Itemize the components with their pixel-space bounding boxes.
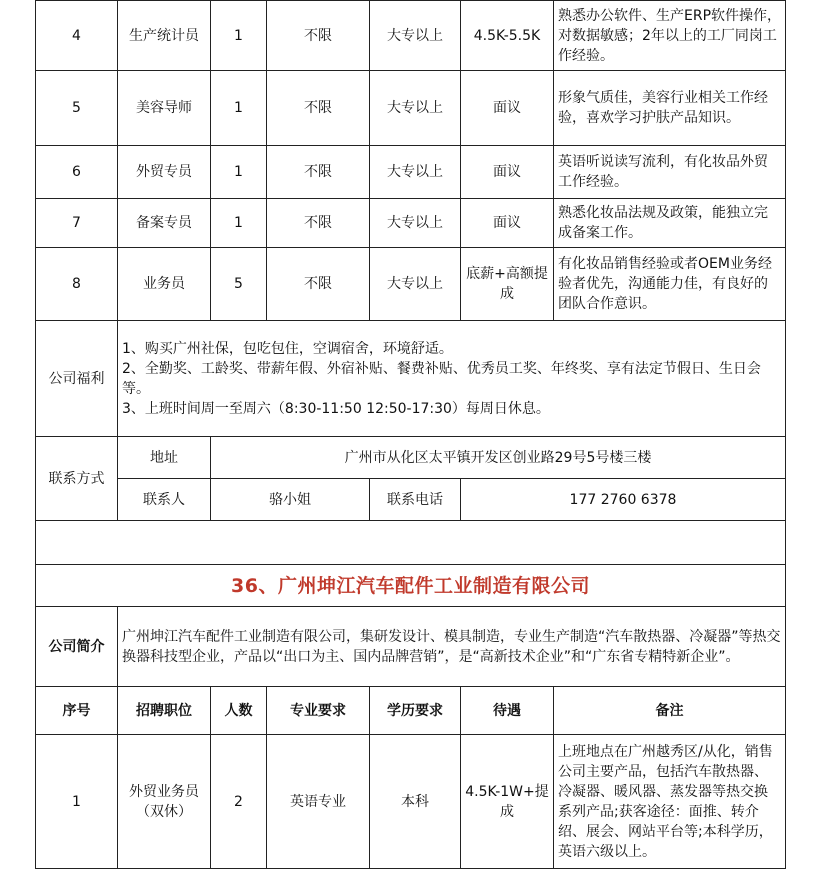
job-major: 不限 <box>267 199 370 248</box>
job-position: 生产统计员 <box>118 1 211 71</box>
welfare-row <box>36 321 786 437</box>
job-edu: 大专以上 <box>370 146 461 199</box>
job-edu: 大专以上 <box>370 1 461 71</box>
job-salary: 面议 <box>461 146 554 199</box>
job-count: 1 <box>211 1 267 71</box>
header-position: 招聘职位 <box>118 687 211 735</box>
header-major: 专业要求 <box>267 687 370 735</box>
job-no: 8 <box>36 248 118 321</box>
job-major: 英语专业 <box>267 735 370 869</box>
company-intro-row <box>36 607 786 687</box>
job-note: 英语听说读写流利，有化妆品外贸工作经验。 <box>554 146 786 199</box>
person-label: 联系人 <box>118 479 211 521</box>
table-row <box>36 71 786 146</box>
job-major: 不限 <box>267 71 370 146</box>
table-row <box>36 1 786 71</box>
header-salary: 待遇 <box>461 687 554 735</box>
job-note: 熟悉办公软件、生产ERP软件操作，对数据敏感；2年以上的工厂同岗工作经验。 <box>554 1 786 71</box>
job-count: 1 <box>211 146 267 199</box>
job-no: 1 <box>36 735 118 869</box>
job-salary: 4.5K-5.5K <box>461 1 554 71</box>
welfare-line: 1、购买广州社保，包吃包住，空调宿舍，环境舒适。 <box>122 340 453 357</box>
welfare-label: 公司福利 <box>36 321 118 437</box>
intro-text: 广州坤江汽车配件工业制造有限公司，集研发设计、模具制造，专业生产制造“汽车散热器、冷凝器”等热交换器科技型企业，产品以“出口为主、国内品牌营销”，是“高新技术企业”和“广东省专精特新企业”。 <box>118 607 786 687</box>
spacer-cell <box>36 521 786 565</box>
company-title-row <box>36 565 786 607</box>
job-major: 不限 <box>267 1 370 71</box>
header-row <box>36 687 786 735</box>
welfare-line: 3、上班时间周一至周六（8:30-11:50 12:50-17:30）每周日休息。 <box>122 400 550 417</box>
job-position: 外贸业务员（双休） <box>118 735 211 869</box>
contact-label: 联系方式 <box>36 437 118 521</box>
table-row <box>36 735 786 869</box>
contact-person-row <box>36 479 786 521</box>
job-major: 不限 <box>267 248 370 321</box>
address-value: 广州市从化区太平镇开发区创业路29号5号楼三楼 <box>211 437 786 479</box>
header-edu: 学历要求 <box>370 687 461 735</box>
job-edu: 大专以上 <box>370 248 461 321</box>
table-row <box>36 199 786 248</box>
job-no: 4 <box>36 1 118 71</box>
job-edu: 本科 <box>370 735 461 869</box>
header-count: 人数 <box>211 687 267 735</box>
job-note: 上班地点在广州越秀区/从化，销售公司主要产品，包括汽车散热器、冷凝器、暖风器、蒸发器等热交换系列产品;获客途径：面推、转介绍、展会、网站平台等;本科学历，英语六级以上。 <box>554 735 786 869</box>
table-row <box>36 146 786 199</box>
company-title: 36、广州坤江汽车配件工业制造有限公司 <box>36 565 786 607</box>
job-count: 1 <box>211 199 267 248</box>
phone-label: 联系电话 <box>370 479 461 521</box>
job-position: 业务员 <box>118 248 211 321</box>
job-count: 5 <box>211 248 267 321</box>
job-position: 备案专员 <box>118 199 211 248</box>
job-salary: 面议 <box>461 71 554 146</box>
job-position: 外贸专员 <box>118 146 211 199</box>
welfare-content <box>118 321 786 437</box>
job-salary: 底薪+高额提成 <box>461 248 554 321</box>
job-count: 1 <box>211 71 267 146</box>
job-salary: 面议 <box>461 199 554 248</box>
job-no: 7 <box>36 199 118 248</box>
table-row <box>36 248 786 321</box>
job-edu: 大专以上 <box>370 71 461 146</box>
job-salary: 4.5K-1W+提成 <box>461 735 554 869</box>
recruitment-table <box>35 0 786 869</box>
header-note: 备注 <box>554 687 786 735</box>
header-no: 序号 <box>36 687 118 735</box>
job-edu: 大专以上 <box>370 199 461 248</box>
job-note: 熟悉化妆品法规及政策，能独立完成备案工作。 <box>554 199 786 248</box>
recruitment-document <box>35 0 785 869</box>
phone-value: 177 2760 6378 <box>461 479 786 521</box>
intro-label: 公司简介 <box>36 607 118 687</box>
job-position: 美容导师 <box>118 71 211 146</box>
contact-address-row <box>36 437 786 479</box>
spacer-row <box>36 521 786 565</box>
job-count: 2 <box>211 735 267 869</box>
person-value: 骆小姐 <box>211 479 370 521</box>
job-no: 5 <box>36 71 118 146</box>
job-no: 6 <box>36 146 118 199</box>
address-label: 地址 <box>118 437 211 479</box>
job-note: 有化妆品销售经验或者OEM业务经验者优先，沟通能力佳，有良好的团队合作意识。 <box>554 248 786 321</box>
job-major: 不限 <box>267 146 370 199</box>
job-note: 形象气质佳，美容行业相关工作经验，喜欢学习护肤产品知识。 <box>554 71 786 146</box>
welfare-line: 2、全勤奖、工龄奖、带薪年假、外宿补贴、餐费补贴、优秀员工奖、年终奖、享有法定节假日、生日会等。 <box>122 360 761 397</box>
